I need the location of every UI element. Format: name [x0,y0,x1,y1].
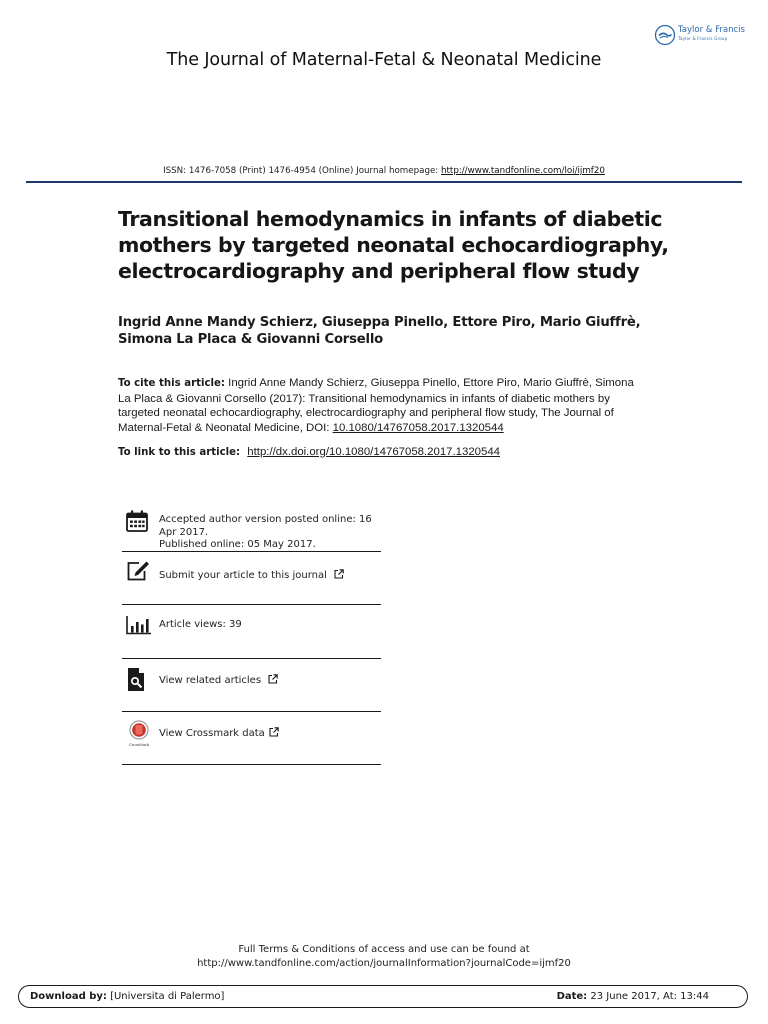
terms-notice [0,943,768,971]
date-label: Date: [556,991,588,1002]
submit-article-row[interactable] [122,552,381,605]
terms-url[interactable]: http://www.tandfonline.com/action/journalInformation?journalCode=ijmf20 [197,958,571,969]
publisher-name: Taylor & Francis [678,25,745,35]
bar-chart-icon [126,615,152,635]
date-value: 23 June 2017, At: 13:44 [590,991,709,1002]
taylor-francis-logo-icon [654,24,676,46]
edit-icon [126,560,150,582]
row-divider [122,764,381,765]
dates-text [159,514,384,552]
calendar-icon [126,510,148,532]
download-institution: [Universita di Palermo] [110,991,225,1002]
crossmark-logo-text: CrossMark [128,743,150,747]
article-title: Transitional hemodynamics in infants of diabetic mothers by targeted neonatal echocardiography, electrocardiography and peripheral flow study [118,207,669,283]
download-label: Download by: [30,991,107,1002]
header-rule [26,181,742,183]
crossmark-text [159,727,279,741]
citation-block [118,376,648,435]
views-text: Article views: 39 [159,619,242,630]
download-info [30,991,224,1002]
journal-homepage-link[interactable]: http://www.tandfonline.com/loi/ijmf20 [441,166,605,176]
download-bar [18,985,748,1008]
submit-label: Submit your article to this journal [159,570,327,581]
link-label: To link to this article: [118,447,241,458]
issn-line [0,166,768,176]
citation-text: Ingrid Anne Mandy Schierz, Giuseppa Pinello, Ettore Piro, Mario Giuffrè, Simona La Placa & Giovanni Corsello (2017): Transitional hemodynamics in infants of diabetic mothers by targeted neonatal echocardiography, electrocardiography and peripheral flow study, The Journal of Maternal-Fetal & Neonatal Medicine, DOI: [118,377,634,434]
external-link-icon [268,674,278,684]
external-link-icon [334,569,344,579]
article-doi-link[interactable]: http://dx.doi.org/10.1080/14767058.2017.1320544 [247,446,501,458]
citation-label: To cite this article: [118,378,225,389]
accepted-date: Accepted author version posted online: 16 Apr 2017. [159,514,372,538]
download-date [557,991,709,1002]
crossmark-label: View Crossmark data [159,728,265,739]
related-label: View related articles [159,675,262,686]
crossmark-icon [126,720,152,748]
publication-dates-row [122,508,381,552]
related-text [159,674,278,688]
terms-line-1: Full Terms & Conditions of access and use can be found at [238,944,530,955]
journal-title: The Journal of Maternal-Fetal & Neonatal Medicine [166,50,602,70]
citation-doi-link[interactable]: 10.1080/14767058.2017.1320544 [332,421,504,434]
publisher-logo[interactable] [654,22,754,48]
article-link-line [118,446,678,458]
related-articles-row[interactable] [122,659,381,711]
article-authors: Ingrid Anne Mandy Schierz, Giuseppa Pinello, Ettore Piro, Mario Giuffrè, Simona La Placa & Giovanni Corsello [118,315,641,347]
publisher-group: Taylor & Francis Group [678,36,728,41]
crossmark-row[interactable] [122,712,381,764]
document-search-icon [126,667,148,693]
issn-text: ISSN: 1476-7058 (Print) 1476-4954 (Online) Journal homepage: [163,166,439,176]
published-date: Published online: 05 May 2017. [159,539,316,550]
article-views-row [122,605,381,658]
submit-text [159,569,344,583]
external-link-icon [269,727,279,737]
